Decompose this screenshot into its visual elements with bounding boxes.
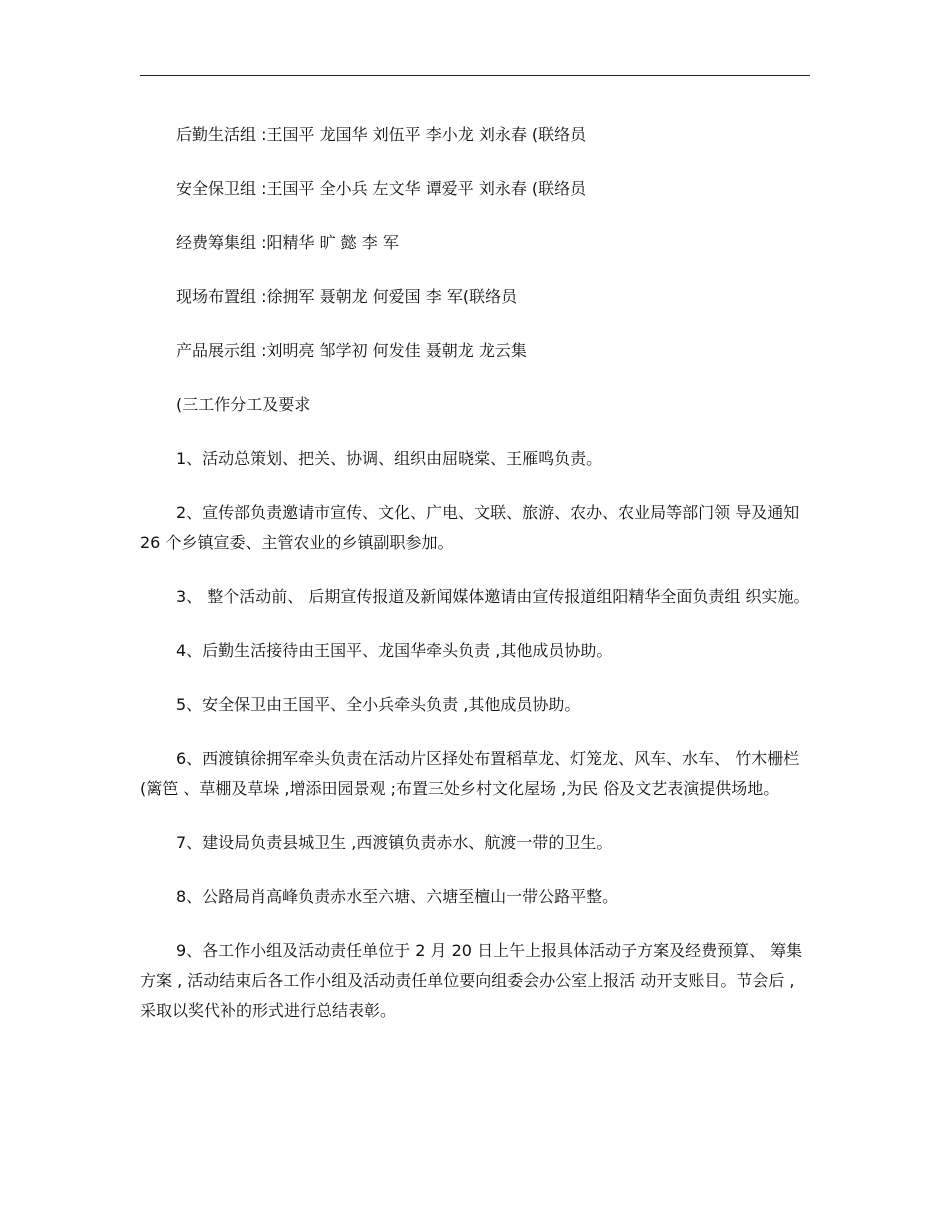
header-rule xyxy=(140,75,810,76)
section-heading: (三工作分工及要求 xyxy=(176,395,311,414)
funding-group-line: 经费筹集组 :阳精华 旷 懿 李 军 xyxy=(176,233,399,252)
security-group-line: 安全保卫组 :王国平 全小兵 左文华 谭爱平 刘永春 (联络员 xyxy=(176,179,587,198)
item-5: 5、安全保卫由王国平、全小兵牵头负责 ,其他成员协助。 xyxy=(176,695,581,714)
item-6: 6、西渡镇徐拥军牵头负责在活动片区择处布置稻草龙、灯笼龙、风车、水车、 竹木栅栏 (篱笆 、草棚及草垛 ,增添田园景观 ;布置三处乡村文化屋场 ,为民 俗及文艺表演提供场地。 xyxy=(140,749,800,798)
item-2: 2、宣传部负责邀请市宣传、文化、广电、文联、旅游、农办、农业局等部门领 导及通知 26 个乡镇宣委、主管农业的乡镇副职参加。 xyxy=(140,503,800,552)
item-8: 8、公路局肖高峰负责赤水至六塘、六塘至檀山一带公路平整。 xyxy=(176,887,619,906)
venue-group-line: 现场布置组 :徐拥军 聂朝龙 何爱国 李 军(联络员 xyxy=(176,287,518,306)
item-1: 1、活动总策划、把关、协调、组织由屈晓棠、王雁鸣负责。 xyxy=(176,449,603,468)
logistics-group-line: 后勤生活组 :王国平 龙国华 刘伍平 李小龙 刘永春 (联络员 xyxy=(176,125,587,144)
item-4: 4、后勤生活接待由王国平、龙国华牵头负责 ,其他成员协助。 xyxy=(176,641,613,660)
document-body xyxy=(140,120,810,1050)
item-9: 9、各工作小组及活动责任单位于 2 月 20 日上午上报具体活动子方案及经费预算、 筹集方案 , 活动结束后各工作小组及活动责任单位要向组委会办公室上报活 动开支账目。节会后 ,采取以奖代补的形式进行总结表彰。 xyxy=(140,941,803,1020)
product-group-line: 产品展示组 :刘明亮 邹学初 何发佳 聂朝龙 龙云集 xyxy=(176,341,527,360)
item-3: 3、 整个活动前、 后期宣传报道及新闻媒体邀请由宣传报道组阳精华全面负责组 织实施。 xyxy=(176,587,810,606)
item-7: 7、建设局负责县城卫生 ,西渡镇负责赤水、航渡一带的卫生。 xyxy=(176,833,613,852)
